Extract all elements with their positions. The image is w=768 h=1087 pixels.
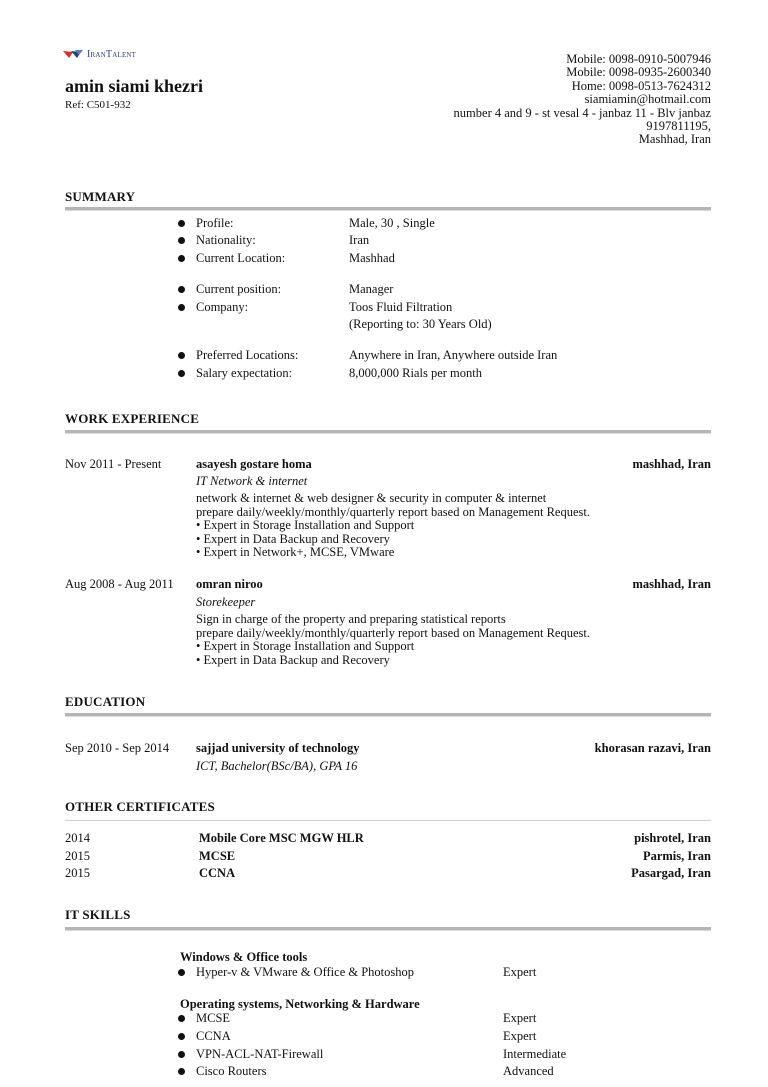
contact-postal-code: 9197811195,: [646, 119, 711, 134]
summary-label-company: Company:: [196, 300, 249, 314]
bullet-icon: [178, 370, 185, 377]
bullet-icon: [178, 1015, 185, 1022]
skill-level: Expert: [503, 965, 537, 979]
logo-mark-icon: [62, 48, 84, 60]
work-title: WORK EXPERIENCE: [65, 411, 200, 426]
summary-value-preferred: Anywhere in Iran, Anywhere outside Iran: [349, 348, 558, 362]
summary-label-profile: Profile:: [196, 216, 234, 230]
contact-email: siamiamin@hotmail.com: [584, 92, 711, 107]
education-location: khorasan razavi, Iran: [594, 741, 711, 755]
irantalent-logo: [62, 48, 136, 60]
work-divider: [65, 430, 711, 434]
skill-name: VPN-ACL-NAT-Firewall: [196, 1047, 324, 1061]
skill-level: Expert: [503, 1011, 537, 1025]
job-1-dates: Nov 2011 - Present: [65, 457, 162, 471]
summary-value-salary: 8,000,000 Rials per month: [349, 366, 482, 380]
job-1-line: • Expert in Network+, MCSE, VMware: [196, 545, 395, 559]
education-school: sajjad university of technology: [196, 741, 360, 755]
logo-text: IranTalent: [87, 48, 137, 60]
contact-mobile-1: Mobile: 0098-0910-5007946: [566, 52, 711, 66]
education-title: EDUCATION: [65, 694, 146, 709]
job-1-description: [196, 492, 590, 560]
summary-divider: [65, 207, 711, 211]
skill-level: Advanced: [503, 1064, 554, 1078]
summary-title: SUMMARY: [65, 189, 136, 204]
job-1-line: prepare daily/weekly/monthly/quarterly report based on Management Request.: [196, 504, 590, 519]
bullet-icon: [178, 1068, 185, 1075]
skill-name: MCSE: [196, 1011, 231, 1025]
skill-level: Intermediate: [503, 1047, 567, 1061]
skill-name: Hyper-v & VMware & Office & Photoshop: [196, 965, 415, 979]
education-degree: ICT, Bachelor(BSc/BA), GPA 16: [196, 759, 358, 773]
summary-value-profile: Male, 30 , Single: [349, 216, 435, 230]
certificate-2-place: Parmis, Iran: [642, 849, 711, 863]
contact-city: Mashhad, Iran: [638, 132, 711, 147]
candidate-name: amin siami khezri: [65, 76, 203, 96]
job-2-line: • Expert in Data Backup and Recovery: [196, 652, 390, 667]
summary-value-position: Manager: [349, 282, 394, 296]
certificates-divider: [65, 820, 711, 821]
job-2-description: [196, 613, 590, 667]
job-1-company: asayesh gostare homa: [196, 457, 312, 471]
job-2-location: mashhad, Iran: [632, 577, 711, 591]
summary-label-preferred: Preferred Locations:: [196, 348, 299, 362]
summary-label-location: Current Location:: [196, 251, 286, 265]
skills-group-2-heading: Operating systems, Networking & Hardware: [180, 997, 420, 1011]
certificate-3-year: 2015: [65, 866, 90, 880]
certificate-1-year: 2014: [65, 831, 90, 845]
skills-group-1-heading: Windows & Office tools: [180, 950, 308, 964]
skill-name: Cisco Routers: [196, 1064, 267, 1078]
summary-value-nationality: Iran: [349, 233, 370, 247]
education-divider: [65, 713, 711, 717]
skill-name: CCNA: [196, 1029, 231, 1043]
reference-code: Ref: C501-932: [65, 99, 131, 111]
certificate-3-name: CCNA: [199, 866, 236, 880]
bullet-icon: [178, 969, 185, 976]
summary-company-note: (Reporting to: 30 Years Old): [349, 317, 492, 331]
bullet-icon: [178, 237, 185, 244]
skills-title: IT SKILLS: [65, 907, 131, 922]
job-2-role: Storekeeper: [196, 595, 256, 609]
contact-address: number 4 and 9 - st vesal 4 - janbaz 11 - Blv janbaz: [453, 105, 711, 120]
education-dates: Sep 2010 - Sep 2014: [65, 741, 170, 755]
job-1-location: mashhad, Iran: [632, 457, 711, 471]
job-2-line: prepare daily/weekly/monthly/quarterly report based on Management Request.: [196, 625, 590, 640]
bullet-icon: [178, 304, 185, 311]
skill-level: Expert: [503, 1029, 537, 1043]
job-2-line: • Expert in Storage Installation and Support: [196, 639, 415, 653]
summary-value-location: Mashhad: [349, 251, 395, 265]
job-2-dates: Aug 2008 - Aug 2011: [65, 577, 174, 591]
certificate-1-place: pishrotel, Iran: [634, 831, 711, 845]
job-2-company: omran niroo: [196, 577, 263, 591]
job-1-line: • Expert in Storage Installation and Support: [196, 518, 415, 532]
job-1-role: IT Network & internet: [196, 474, 308, 488]
bullet-icon: [178, 220, 185, 227]
summary-label-nationality: Nationality:: [196, 233, 256, 247]
bullet-icon: [178, 1033, 185, 1040]
bullet-icon: [178, 352, 185, 359]
contact-home-phone: Home: 0098-0513-7624312: [571, 78, 711, 93]
bullet-icon: [178, 1051, 185, 1058]
contact-mobile-2: Mobile: 0098-0935-2600340: [566, 65, 711, 80]
summary-label-salary: Salary expectation:: [196, 366, 293, 380]
contact-block: [454, 53, 711, 147]
job-2-line: Sign in charge of the property and preparing statistical reports: [196, 612, 506, 626]
summary-label-position: Current position:: [196, 282, 282, 296]
certificate-3-place: Pasargad, Iran: [631, 866, 711, 880]
job-1-line: • Expert in Data Backup and Recovery: [196, 531, 390, 546]
certificates-title: OTHER CERTIFICATES: [65, 799, 215, 814]
job-1-line: network & internet & web designer & security in computer & internet: [196, 491, 547, 505]
skills-divider: [65, 927, 711, 931]
bullet-icon: [178, 286, 185, 293]
bullet-icon: [178, 255, 185, 262]
summary-value-company: Toos Fluid Filtration: [349, 300, 453, 314]
certificate-1-name: Mobile Core MSC MGW HLR: [199, 831, 364, 845]
certificate-2-name: MCSE: [199, 849, 236, 863]
certificate-2-year: 2015: [65, 849, 90, 863]
